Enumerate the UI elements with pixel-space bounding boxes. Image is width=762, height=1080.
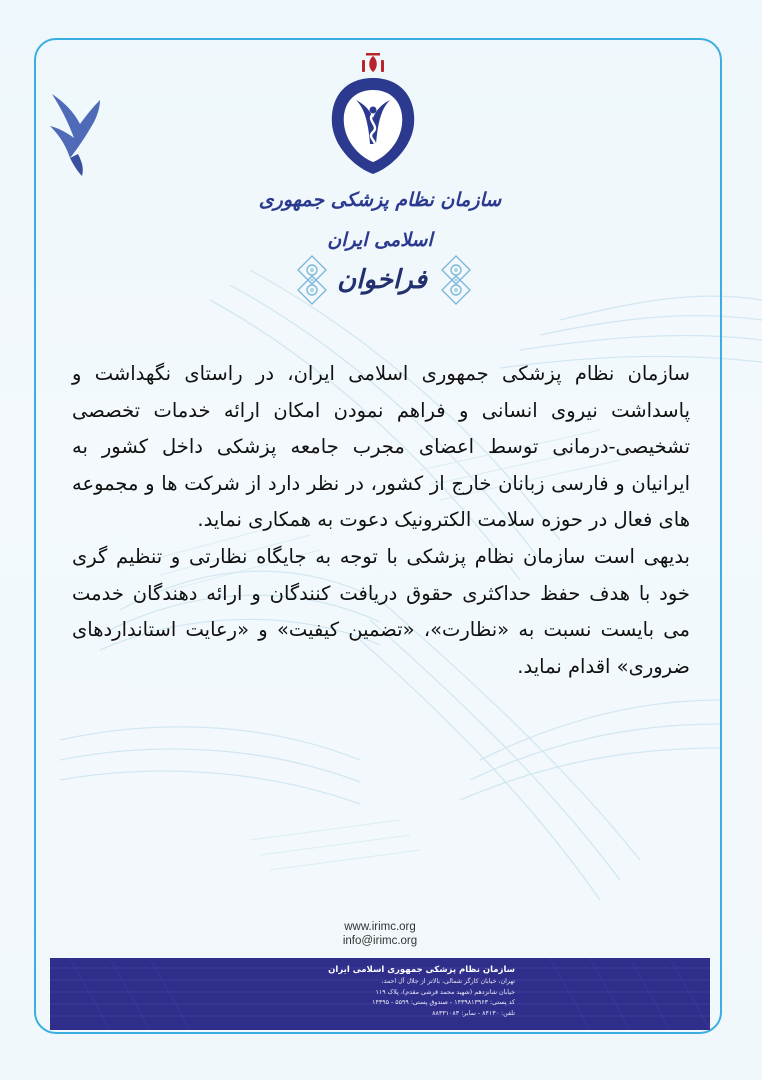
organization-name: سازمان نظام پزشکی جمهوری اسلامی ایران bbox=[258, 189, 502, 251]
body-paragraph-2: بدیهی است سازمان نظام پزشکی با توجه به جایگاه نظارتی و تنظیم گری خود با هدف حفظ حداکثری حقوق دریافت کنندگان و ارائه دهندگان خدمت می بایست نسبت به «نظارت»، «تضمین کیفیت» و «رعایت استانداردهای ضروری» اقدام نماید. bbox=[72, 544, 690, 678]
footer-address-line: خیابان شانزدهم (شهید محمد قرشی مقدم)، پلاک ۱۱۹ bbox=[375, 988, 515, 996]
footer-phone-line: تلفن: ۸۴۱۳۰ - نمابر: ۸۸۳۳۱۰۸۳ bbox=[432, 1009, 515, 1017]
contact-info bbox=[300, 920, 460, 948]
email-link[interactable]: info@irimc.org bbox=[342, 935, 418, 947]
footer-bar bbox=[50, 958, 710, 1030]
footer-org-name: سازمان نظام پزشکی جمهوری اسلامی ایران bbox=[328, 965, 515, 975]
footer-address-line: تهران، خیابان کارگر شمالی، بالاتر از جلال آل احمد، bbox=[381, 978, 515, 985]
announcement-body bbox=[72, 356, 690, 685]
website-link[interactable]: www.irimc.org bbox=[344, 921, 416, 933]
floral-ornament-icon bbox=[296, 254, 328, 306]
medical-council-emblem-icon bbox=[318, 48, 428, 180]
page-title: فراخوان bbox=[337, 265, 427, 295]
phoenix-wing-icon bbox=[48, 92, 102, 178]
floral-ornament-icon bbox=[440, 254, 472, 306]
footer-address-block bbox=[250, 963, 515, 1019]
footer-postal-line: کد پستی: ۱۴۳۹۸۱۳۹۶۳ - صندوق پستی: ۵۵۹۹ - ۱۴۳۹۵ bbox=[372, 999, 515, 1006]
body-paragraph-1: سازمان نظام پزشکی جمهوری اسلامی ایران، در راستای نگهداشت و پاسداشت نیروی انسانی و فراهم نمودن امکان ارائه خدمات تخصصی تشخیصی-درمانی توسط اعضای مجرب جامعه پزشکی داخل کشور به ایرانیان و فارسی زبانان خارج از کشور، در نظر دارد از شرکت ها و مجموعه های فعال در حوزه سلامت الکترونیک دعوت به همکاری نماید. bbox=[72, 362, 690, 532]
